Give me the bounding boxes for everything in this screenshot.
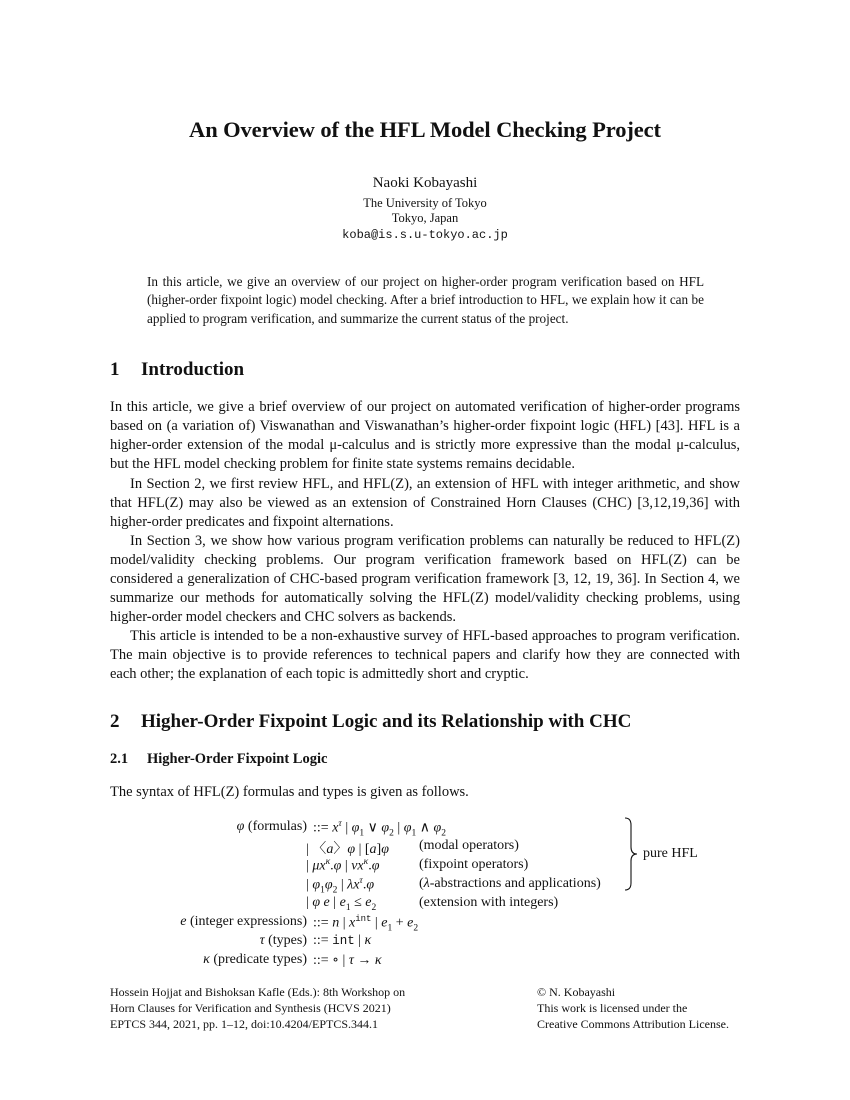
section-1-title: Introduction bbox=[141, 359, 245, 380]
affiliation-location: Tokyo, Japan bbox=[391, 211, 459, 225]
section-1-number: 1 bbox=[110, 359, 120, 380]
intro-paragraph-2: In Section 2, we first review HFL, and HFL(Z), an extension of HFL with integer arithmetic, and show that HFL(Z) may also be viewed as an extension of Constrained Horn Clauses (CHC) [3,12,19,36] with higher-order predicates and fixpoint alternations. bbox=[110, 476, 740, 531]
comment-fixpoint: (fixpoint operators) bbox=[419, 857, 529, 872]
intro-paragraph-3: In Section 3, we show how various program verification problems can naturally be reduced to HFL(Z) model/validity checking problems. Our program verification framework based on HFL(Z) can be considered a generalization of CHC-based program verification framework [3, 12, 19, 36]. In Section 4, we summarize our methods for automatically solving the HFL(Z) model/validity checking problems, using higher-order model checkers and CHC solvers as backends. bbox=[110, 533, 740, 626]
footer-publication-info bbox=[110, 984, 405, 1033]
author-email: koba@is.s.u-tokyo.ac.jp bbox=[342, 228, 508, 242]
subsection-2-1-title: Higher-Order Fixpoint Logic bbox=[147, 751, 328, 767]
comment-modal: (modal operators) bbox=[419, 838, 519, 853]
intro-paragraph-4: This article is intended to be a non-exhaustive survey of HFL-based approaches to program verification. The main objective is to provide references to technical papers and clarify how they are connected with each other; the explanation of each topic is admittedly short and cryptic. bbox=[110, 628, 740, 683]
subsection-2-1-heading bbox=[110, 751, 327, 768]
footer-editors: Hossein Hojjat and Bishoksan Kafle (Eds.): 8th Workshop on bbox=[110, 985, 406, 999]
section-2-heading bbox=[110, 711, 631, 733]
pure-hfl-label: pure HFL bbox=[643, 846, 698, 861]
affiliation-university: The University of Tokyo bbox=[363, 196, 487, 210]
footer-workshop: Horn Clauses for Verification and Synthesis (HCVS 2021) bbox=[110, 1001, 391, 1016]
footer-copyright: © N. Kobayashi bbox=[537, 985, 616, 999]
intexpr-label: (integer expressions) bbox=[189, 914, 307, 929]
int-keyword: int bbox=[332, 934, 355, 948]
footer-license-line2: Creative Commons Attribution License. bbox=[537, 1017, 729, 1032]
paper-title: An Overview of the HFL Model Checking Project bbox=[189, 117, 661, 142]
syntax-intro-paragraph: The syntax of HFL(Z) formulas and types is given as follows. bbox=[110, 784, 469, 800]
types-label: (types) bbox=[268, 933, 307, 948]
author-name: Naoki Kobayashi bbox=[372, 175, 478, 191]
comment-lambda: -abstractions and applications) bbox=[429, 876, 601, 891]
footer-license-info bbox=[537, 984, 729, 1033]
section-2-title: Higher-Order Fixpoint Logic and its Relationship with CHC bbox=[141, 711, 632, 732]
footer-license-line1: This work is licensed under the bbox=[537, 1001, 688, 1016]
right-brace-icon bbox=[624, 817, 638, 891]
footer-doi: EPTCS 344, 2021, pp. 1–12, doi:10.4204/EPTCS.344.1 bbox=[110, 1017, 379, 1032]
intro-paragraph-1: In this article, we give a brief overview of our project on automated verification of higher-order programs based on (a variation of) Viswanathan and Viswanathan’s higher-order fixpoint logic (HFL) [43]. HFL is a higher-order extension of the modal μ-calculus and is strictly more expressive than the modal μ-calculus, but the HFL model checking problem for finite state systems remains decidable. bbox=[110, 399, 740, 473]
formulas-label: (formulas) bbox=[247, 819, 307, 834]
section-2-number: 2 bbox=[110, 711, 120, 732]
section-1-heading bbox=[110, 359, 244, 381]
abstract: In this article, we give an overview of our project on higher-order program verification based on HFL (higher-order fixpoint logic) model checking. After a brief introduction to HFL, we explain how it can be applied to program verification, and summarize the current status of the project. bbox=[147, 274, 704, 326]
comment-integers: (extension with integers) bbox=[419, 895, 559, 910]
predtypes-label: (predicate types) bbox=[213, 952, 307, 967]
subsection-2-1-number: 2.1 bbox=[110, 751, 129, 767]
